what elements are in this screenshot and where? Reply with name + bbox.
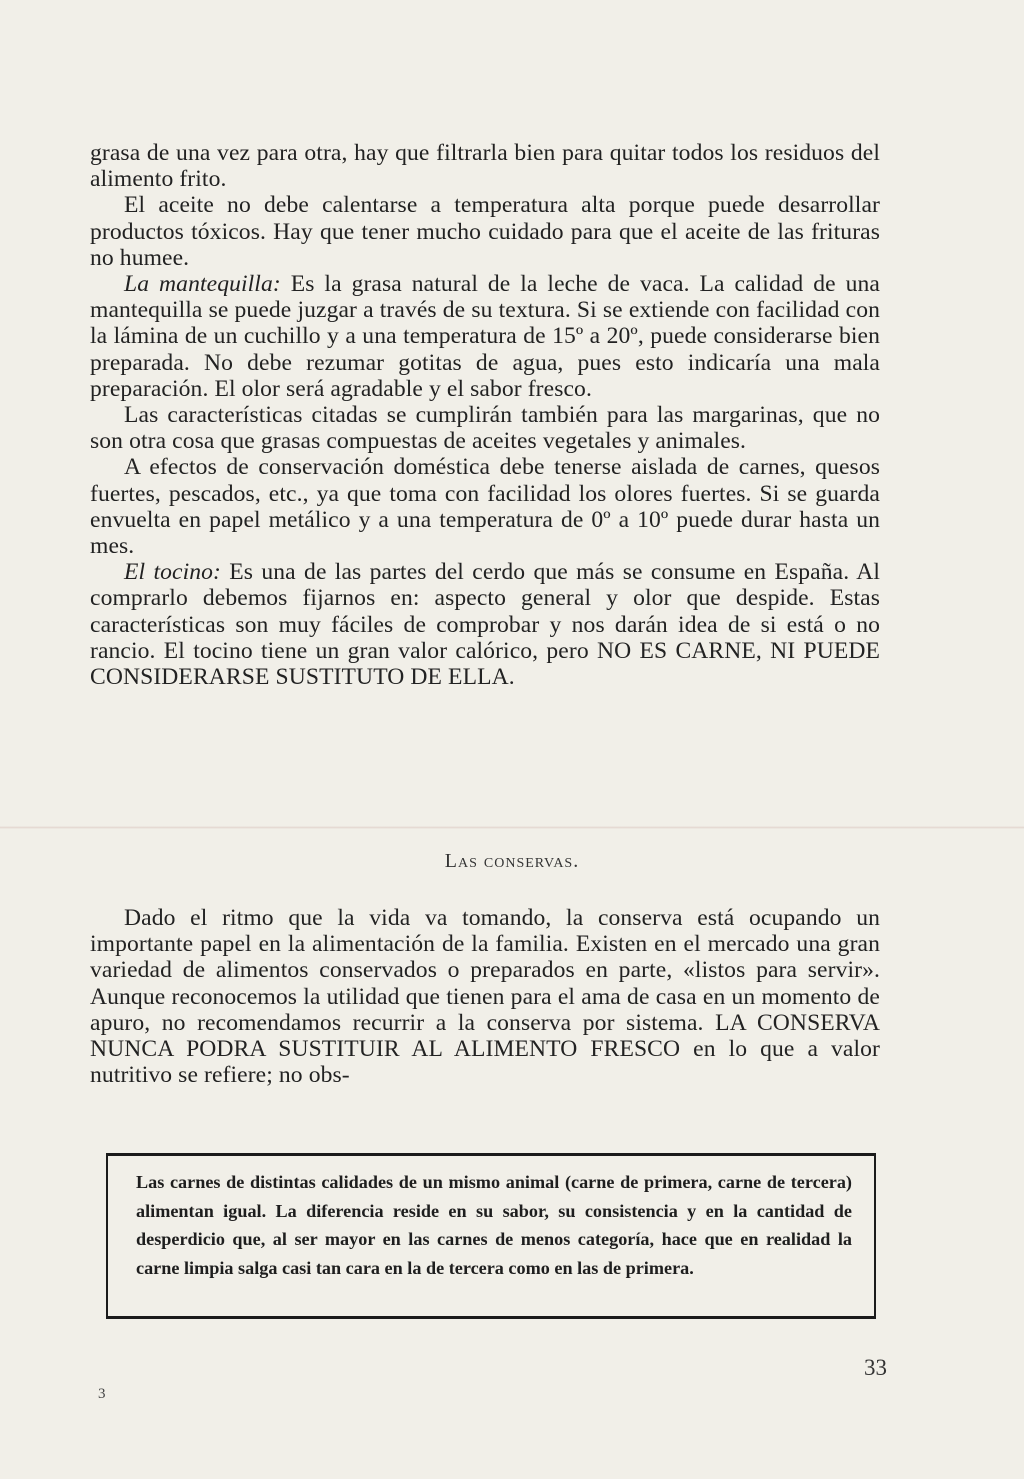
paragraph-text: Las características citadas se cumplirán también para las margarinas, que no son otra cosa que grasas compuestas de aceites vegetales y animales. [90, 402, 880, 455]
bottom-text-block [90, 905, 880, 1088]
paragraph-text: grasa de una vez para otra, hay que filtrarla bien para quitar todos los residuos del alimento frito. [90, 140, 880, 193]
paragraph-text: A efectos de conservación doméstica debe tenerse aislada de carnes, quesos fuertes, pescados, etc., ya que toma con facilidad los olores fuertes. Si se guarda envuelta en papel metálico y a una temperatura de 0º a 10º puede durar hasta un mes. [90, 454, 880, 560]
paragraph-butter [90, 271, 880, 402]
note-box [106, 1153, 876, 1319]
paragraph-preserves [90, 905, 880, 1088]
paragraph-lead-butter: La mantequilla: [124, 271, 281, 298]
paragraph-text: El aceite no debe calentarse a temperatura alta porque puede desarrollar productos tóxicos. Hay que tener mucho cuidado para que el aceite de las frituras no humee. [90, 192, 880, 271]
paragraph-margarine [90, 402, 880, 454]
paragraph-storage [90, 454, 880, 559]
paragraph-bacon [90, 559, 880, 690]
signature-mark: 3 [98, 1386, 106, 1402]
paragraph-oil [90, 192, 880, 271]
page-crease [0, 826, 1024, 829]
section-title: Las conservas. [444, 850, 580, 872]
top-text-block [90, 140, 880, 690]
paragraph-text: Es una de las partes del cerdo que más se consume en España. Al comprarlo debemos fijarnos en: aspecto general y olor que despide. Estas características son muy fáciles de comprobar y nos darán idea de si está o no rancio. El tocino tiene un gran valor calórico, pero NO ES CARNE, NI PUEDE CONSIDERARSE SUSTITUTO DE ELLA. [90, 559, 880, 691]
note-text: Las carnes de distintas calidades de un mismo animal (carne de primera, carne de tercera) alimentan igual. La diferencia reside en su sabor, su consistencia y en la cantidad de desperdicio que, al ser mayor en las carnes de menos categoría, hace que en realidad la carne limpia salga casi tan cara en la de tercera como en las de primera. [136, 1172, 852, 1278]
paragraph-fat-reuse [90, 140, 880, 192]
paragraph-lead-bacon: El tocino: [124, 559, 221, 586]
paragraph-text: Es la grasa natural de la leche de vaca. La calidad de una mantequilla se puede juzgar a través de su textura. Si se extiende con facilidad con la lámina de un cuchillo y a una temperatura de 15º a 20º, puede considerarse bien preparada. No debe rezumar gotitas de agua, pues esto indicaría una mala preparación. El olor será agradable y el sabor fresco. [90, 271, 880, 402]
page-number: 33 [864, 1355, 887, 1380]
paragraph-text: Dado el ritmo que la vida va tomando, la conserva está ocupando un importante papel en la alimentación de la familia. Existen en el mercado una gran variedad de alimentos conservados o preparados en parte, «listos para servir». Aunque reconocemos la utilidad que tienen para el ama de casa en un momento de apuro, no recomendamos recurrir a la conserva por sistema. LA CONSERVA NUNCA PODRA SUSTITUIR AL ALIMENTO FRESCO en lo que a valor nutritivo se refiere; no obs- [90, 905, 880, 1089]
